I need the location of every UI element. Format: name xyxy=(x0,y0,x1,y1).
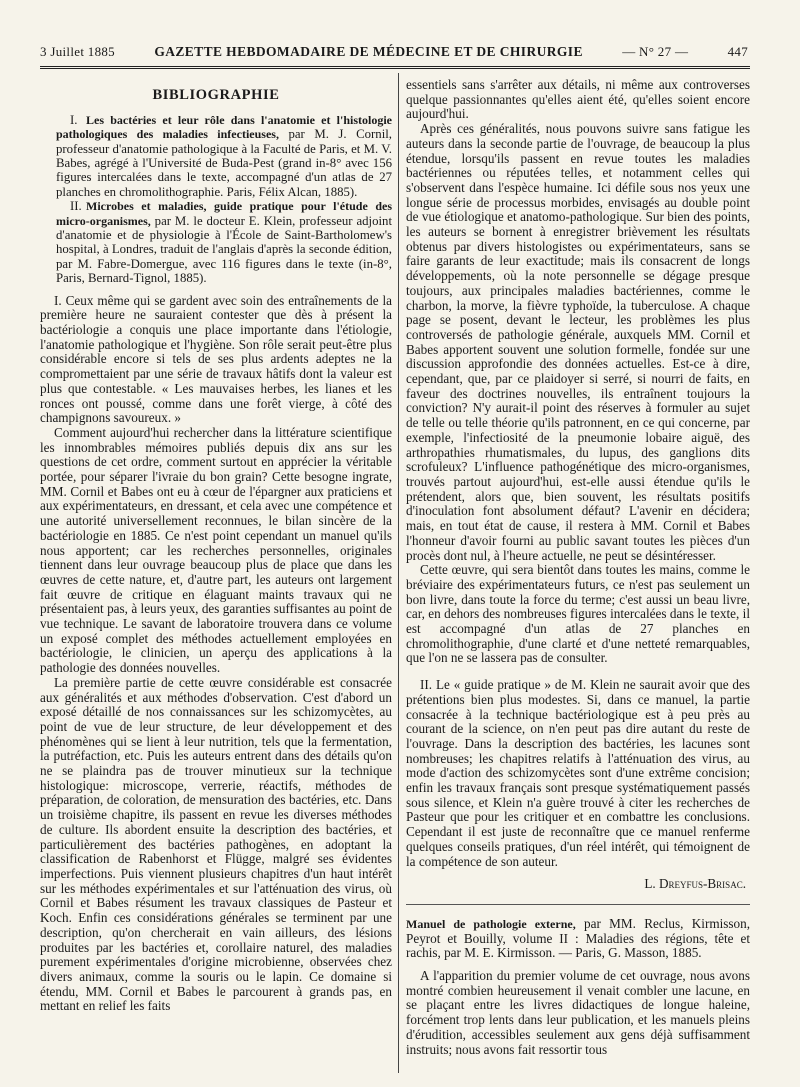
body-paragraph: Comment aujourd'hui rechercher dans la littérature scientifique les innombrables mémoires publiés depuis dix ans sur les questions de cet ordre, comment surtout en apprécier la véritable portée, pour séparer l'ivraie du bon grain? Cette besogne ingrate, MM. Cornil et Babes ont eu à cœur de l'épargner aux praticiens et aux expérimentateurs, en dressant, et cela avec une compétence et une autorité universellement reconnues, le bilan sincère de la bactériologie en 1885. Ce n'est point cependant un manuel qu'ils nous apportent; car les recherches personnelles, originales tiennent dans leur ouvrage beaucoup plus de place que dans les œuvres de cette nature, et, d'autre part, les auteurs ont largement fait œuvre de critique en élaguant maints travaux qui ne présentaient pas, à leurs yeux, des garanties suffisantes au point de vue technique. Le savant de laboratoire trouvera dans ce volume un exposé complet des méthodes actuellement employées en bactériologie, le clinicien, un aperçu des applications à la pathologie des données nouvelles. xyxy=(40,424,392,676)
manuel-details: par MM. Reclus, Kirmisson, Peyrot et Bouilly, volume II : Maladies des régions, tête et rachis, par M. E. Kirmisson. — Paris, G. Masson, 1885. xyxy=(406,915,750,961)
section-separator xyxy=(406,904,750,905)
header-issue: — N° 27 — xyxy=(622,44,689,59)
body-paragraph: La première partie de cette œuvre considérable est consacrée aux généralités et aux méthodes d'observation. C'est d'abord un exposé détaillé de nos connaissances sur les schizomycètes, au point de vue de leur structure, de leur développement et des phénomènes qui se lient à leur nutrition, tels que la fermentation, la putréfaction, etc. Puis les auteurs entrent dans des détails qu'on ne se plaindra pas de trouver minutieux sur la technique histologique: microscope, verrerie, réactifs, méthodes de préparation, de coloration, de mensuration des bactéries, etc. Dans un troisième chapitre, ils passent en revue les diverses méthodes de culture. Ils abordent ensuite la description des bactéries, et particulièrement des bactéries pathogènes, en adoptant la classification de Rabenhorst et Flügge, malgré ses évidentes imperfections. Puis viennent plusieurs chapitres d'un haut intérêt sur les méthodes expérimentales et sur l'atténuation des virus, où Cornil et Babes résument les travaux classiques de Pasteur et Koch. Enfin ces considérations générales se terminent par une description, qu'on chercherait en vain ailleurs, des lésions produites par les bactéries et, corollaire naturel, des maladies purement expérimentales d'origine microbienne, observées chez divers animaux, comme la souris ou le lapin. Ce domaine si étendu, MM. Cornil et Babes le parcourent à grands pas, en mettant en relief les faits xyxy=(40,674,392,1014)
body-paragraph: A l'apparition du premier volume de cet ouvrage, nous avons montré combien heureusement il venait combler une lacune, en se plaçant entre les livres didactiques de longue haleine, forcément trop lents dans leur publication, et les manuels pleins d'érudition, accessibles seulement aux gens déjà suffisamment instruits; nous avons fait ressortir tous xyxy=(406,968,750,1057)
bib-entry-number: II. xyxy=(70,199,82,214)
header-title: GAZETTE HEBDOMADAIRE DE MÉDECINE ET DE CHIRURGIE xyxy=(154,44,583,59)
manuel-title: Manuel de pathologie externe, xyxy=(406,916,576,931)
body-paragraph: Après ces généralités, nous pouvons suivre sans fatigue les auteurs dans la seconde partie de l'ouvrage, de beaucoup la plus étendue, lorsqu'ils passent en revue toutes les maladies bactériennes ou réputées telles, et notamment celles qui s'observent dans l'espèce humaine. Ici défile sous nos yeux une longue série de processus morbides, envisagés au double point de vue étiologique et anatomo-pathologique. Sur bien des points, les auteurs se bornent à enregistrer brièvement les résultats obtenus par divers histologistes ou expérimentateurs, sans se faire garants de leur exactitude; mais ils consacrent de longs développements, où la note personnelle se dégage presque toujours, aux principales maladies bactériennes, comme le charbon, la morve, la fièvre typhoïde, la tuberculose. A chaque page se posent, devant le lecteur, les problèmes les plus controversés de pathologie générale, auxquels MM. Cornil et Babes apportent souvent une solution formelle, fondée sur une discussion approfondie des données actuelles. Est-ce à dire, cependant, que, par ce plaidoyer si serré, si nourri de faits, en faveur des doctrines nouvelles, ils entraînent toujours la conviction? N'y aurait-il point des réserves à formuler au sujet de telle ou telle théorie qu'ils patronnent, en ce qui concerne, par exemple, l'infectiosité de la pneumonie lobaire aiguë, des arthropathies rhumatismales, du lupus, des ganglions dits scrofuleux? L'influence pathogénétique des micro-organismes, trouvés partout aujourd'hui, est-elle aussi étendue qu'ils le prétendent, alors que, bien souvent, les résultats positifs d'inoculation font absolument défaut? L'avenir en décidera; mais, en tout état de cause, il restera à MM. Cornil et Babes l'honneur d'avoir fourni au public savant toutes les pièces d'un procès dont nul, à l'heure actuelle, ne peut se désintéresser. xyxy=(406,121,750,563)
body-paragraph: II. Le « guide pratique » de M. Klein ne saurait avoir que des prétentions bien plus modestes. Si, dans ce manuel, la partie consacrée à la technique bactériologique est à peu près au courant de la science, on n'en peut pas dire autant du reste de l'ouvrage. Dans la description des bactéries, les lacunes sont nombreuses; les chapitres relatifs à l'atténuation des virus, au mode d'action des schizomycètes sont d'une extrême concision; enfin les travaux français sont presque systématiquement passés sous silence, et Klein n'a guère trouvé à citer les recherches de Pasteur que pour les critiquer et en combattre les conclusions. Cependant il est juste de reconnaître que ce manuel renferme quelques conseils pratiques, d'un réel intérêt, qui témoignent de la compétence de son auteur. xyxy=(406,677,750,869)
section-title: BIBLIOGRAPHIE xyxy=(152,87,280,103)
bib-entry-title: Microbes et maladies, guide pratique pour l'étude des micro-organismes, xyxy=(56,199,392,228)
right-column xyxy=(406,78,750,1078)
body-paragraph: I. Ceux même qui se gardent avec soin des entraînements de la première heure ne sauraient contester que dès à présent la bactériologie a conquis une place importante dans l'étiologie, l'anatomie pathologique et l'hygiène. Son rôle serait peut-être plus considérable encore si tels de ses plus ardents adeptes ne la compromettaient par une série de travaux hâtifs dont la valeur est plus que contestable. « Les mauvaises herbes, les lianes et les ronces ont poussé, comme dans une forêt vierge, à côté des champignons savoureux. » xyxy=(40,292,392,426)
signature: L. Dreyfus-Brisac. xyxy=(644,876,746,892)
manuel-entry xyxy=(406,917,750,961)
column-divider xyxy=(398,73,399,1073)
header-rule xyxy=(40,66,750,69)
bib-entry-title: Les bactéries et leur rôle dans l'anatomie et l'histologie pathologiques des maladies infectieuses, xyxy=(56,112,392,142)
bib-entry-details: par M. J. Cornil, professeur d'anatomie pathologique à la Faculté de Paris, et M. V. Babes, agrégé à l'Université de Buda-Pest (grand in-8° avec 156 figures intercalées dans le texte, accompagné d'un atlas de 27 planches en chromolithographie. Paris, Félix Alcan, 1885). xyxy=(56,127,392,199)
header-page-number: 447 xyxy=(727,44,748,59)
body-paragraph: Cette œuvre, qui sera bientôt dans toutes les mains, comme le bréviaire des expérimentateurs futurs, ce n'est pas seulement un bon livre, dans toute la force du terme; c'est aussi un beau livre, car, en dehors des nombreuses figures intercalées dans le texte, il est accompagné d'un atlas de 27 planches en chromolithographie, d'une clarté et d'une netteté remarquables, que l'on ne se lassera pas de consulter. xyxy=(406,562,750,666)
bib-entry-number: I. xyxy=(70,112,78,127)
left-column xyxy=(40,78,392,1078)
bib-entry-1 xyxy=(40,113,392,199)
header-date: 3 Juillet 1885 xyxy=(40,44,115,59)
body-paragraph: essentiels sans s'arrêter aux détails, ni même aux controverses quelque passionnantes qu'elles aient été, qu'elles soient encore aujourd'hui. xyxy=(406,78,750,122)
running-header xyxy=(40,44,748,60)
bib-entry-2 xyxy=(40,199,392,285)
bib-entry-details: par M. le docteur E. Klein, professeur adjoint d'anatomie et de physiologie à l'École de Saint-Bartholomew's hospital, à Londres, traduit de l'anglais d'après la seconde édition, par M. Fabre-Domergue, avec 116 figures dans le texte (in-8°, Paris, Bernard-Tignol, 1885). xyxy=(56,213,392,286)
